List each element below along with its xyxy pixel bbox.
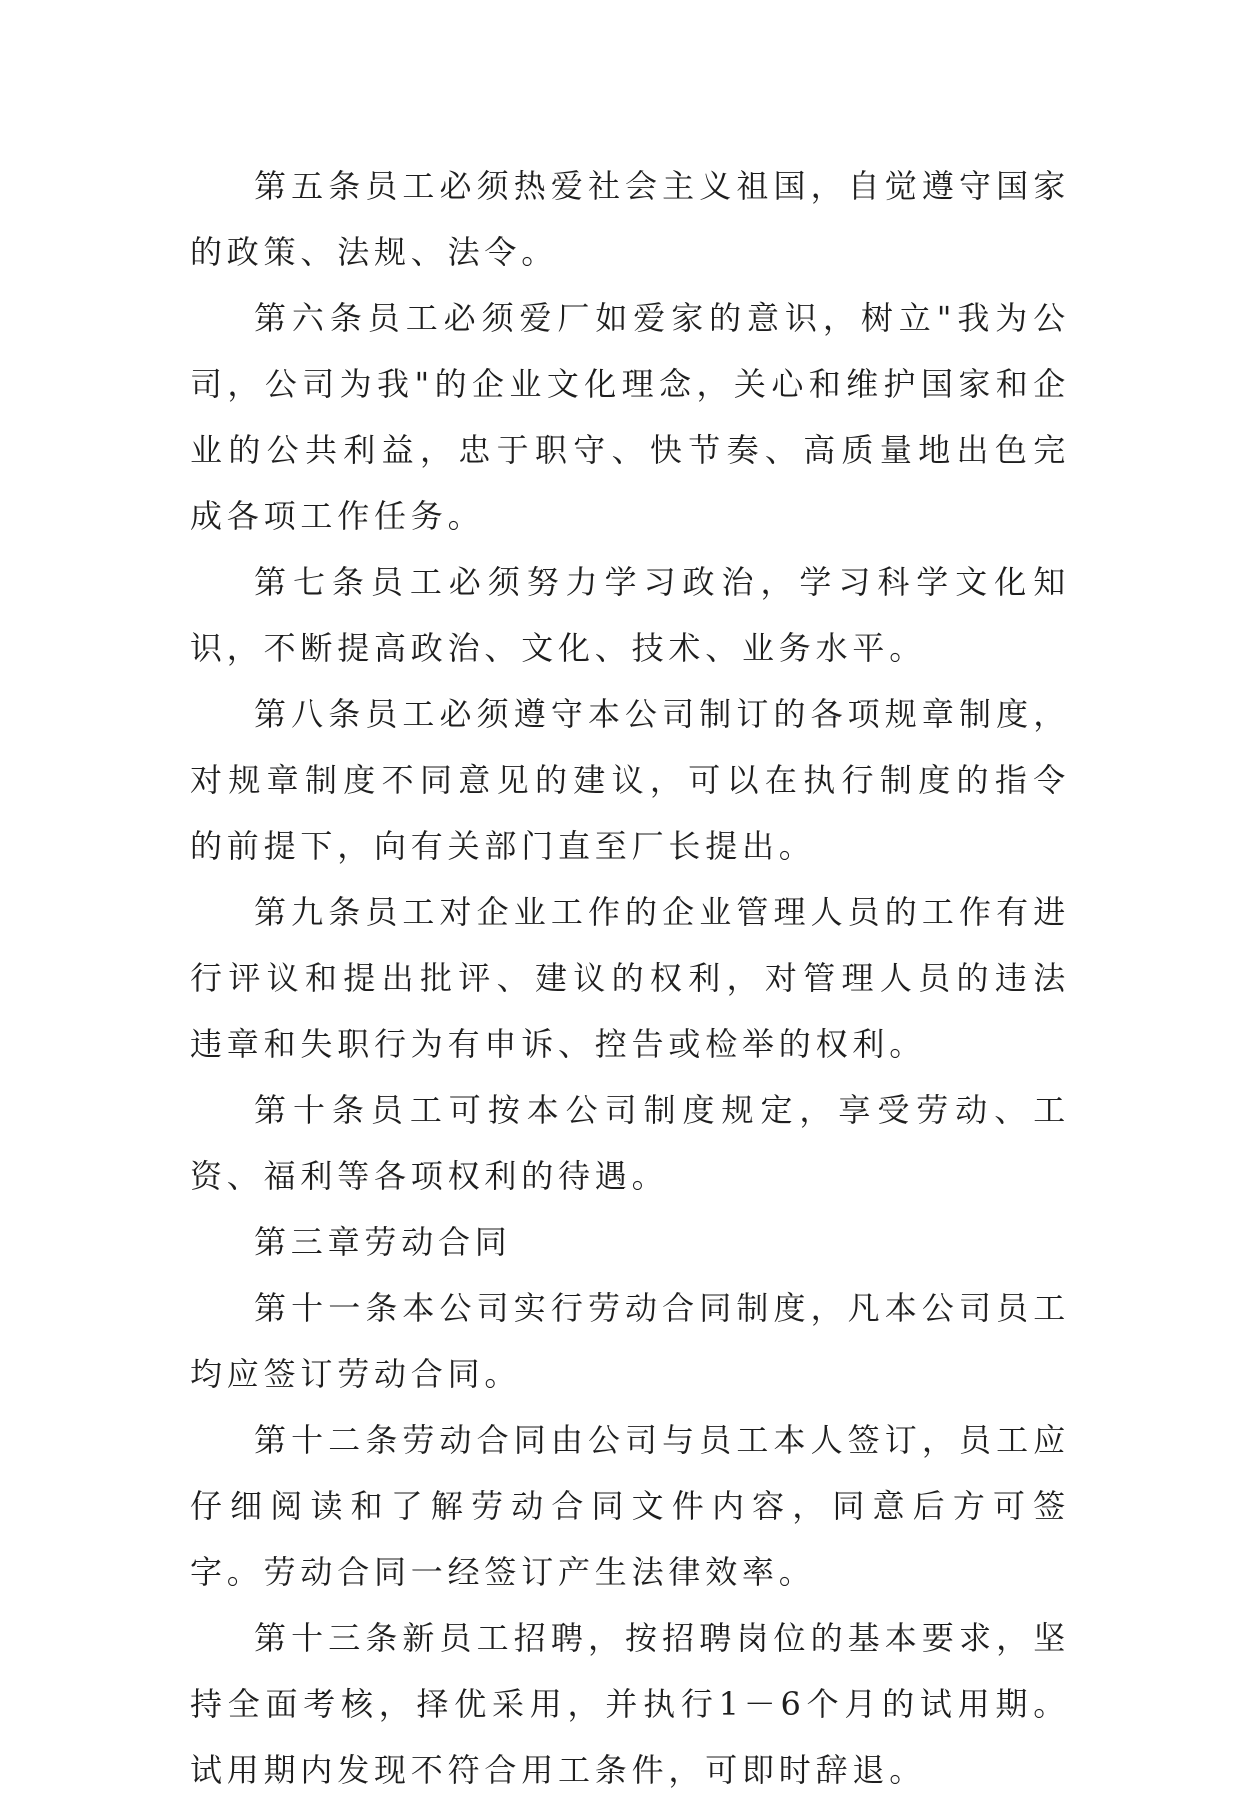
article-13-paragraph: 第十三条新员工招聘，按招聘岗位的基本要求，坚持全面考核，择优采用，并执行1－6个月的试用期。试用期内发现不符合用工条件，可即时辞退。 — [190, 1619, 1070, 1789]
document-body — [190, 153, 1070, 1803]
article-11-paragraph: 第十一条本公司实行劳动合同制度，凡本公司员工均应签订劳动合同。 — [190, 1289, 1070, 1393]
article-12-paragraph: 第十二条劳动合同由公司与员工本人签订，员工应仔细阅读和了解劳动合同文件内容，同意后方可签字。劳动合同一经签订产生法律效率。 — [190, 1421, 1070, 1591]
chapter-3-heading: 第三章劳动合同 — [254, 1223, 512, 1261]
article-5-paragraph: 第五条员工必须热爱社会主义祖国，自觉遵守国家的政策、法规、法令。 — [190, 167, 1070, 271]
article-6-paragraph: 第六条员工必须爱厂如爱家的意识，树立"我为公司，公司为我"的企业文化理念，关心和维护国家和企业的公共利益，忠于职守、快节奏、高质量地出色完成各项工作任务。 — [190, 299, 1070, 535]
article-7-paragraph: 第七条员工必须努力学习政治，学习科学文化知识，不断提高政治、文化、技术、业务水平。 — [190, 563, 1070, 667]
article-9-paragraph: 第九条员工对企业工作的企业管理人员的工作有进行评议和提出批评、建议的权利，对管理人员的违法违章和失职行为有申诉、控告或检举的权利。 — [190, 893, 1070, 1063]
article-8-paragraph: 第八条员工必须遵守本公司制订的各项规章制度，对规章制度不同意见的建议，可以在执行制度的指令的前提下，向有关部门直至厂长提出。 — [190, 695, 1070, 865]
article-10-paragraph: 第十条员工可按本公司制度规定，享受劳动、工资、福利等各项权利的待遇。 — [190, 1091, 1070, 1195]
